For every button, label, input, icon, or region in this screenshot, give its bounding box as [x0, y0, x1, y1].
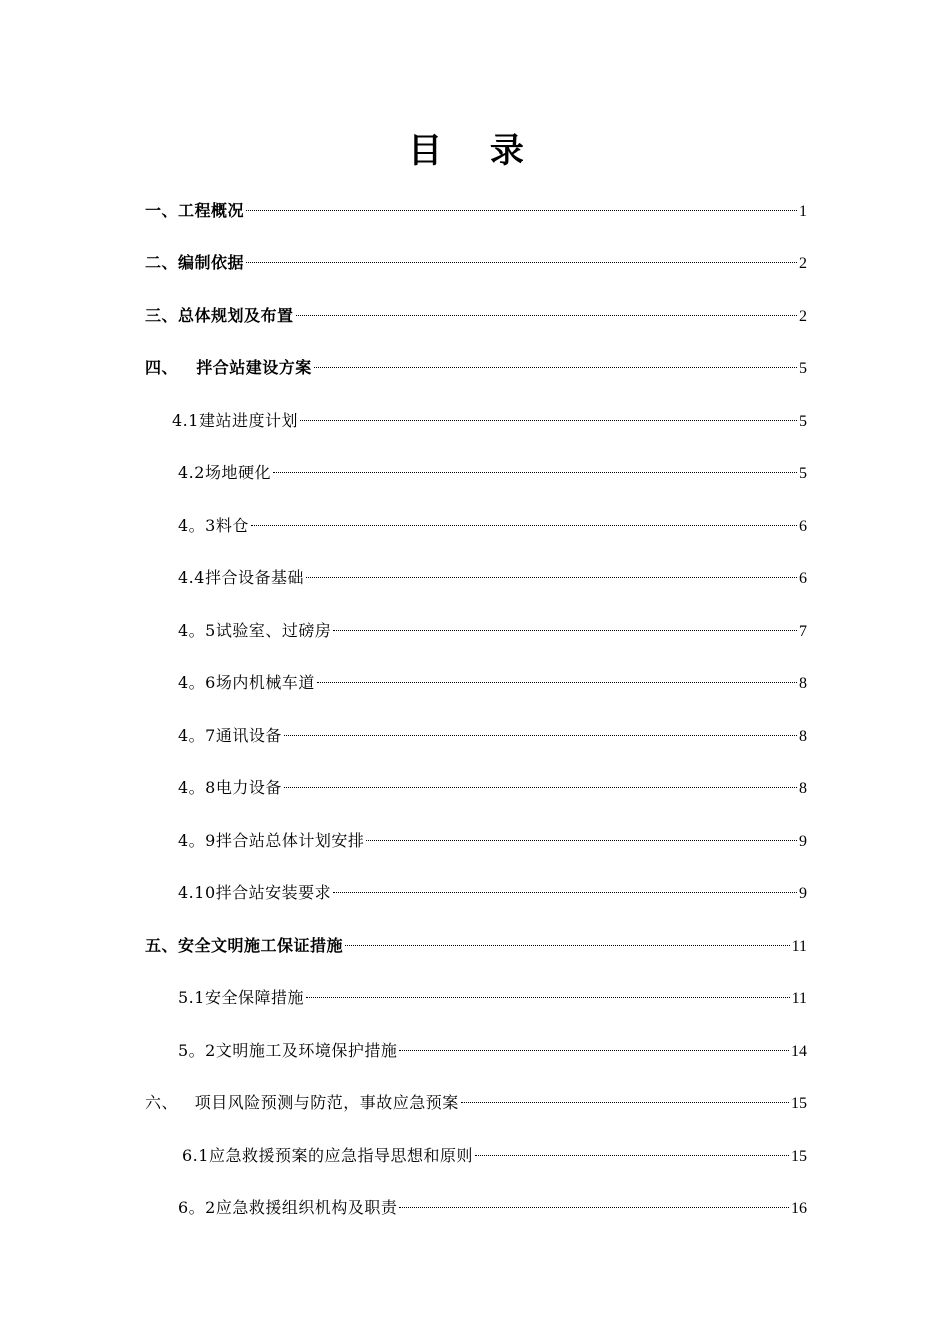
toc-entry-6[interactable] [145, 1088, 807, 1118]
toc-entry-label: 4。8电力设备 [178, 778, 282, 797]
page-title: 目 录 [408, 131, 542, 171]
toc-entry-label: 一、工程概况 [145, 201, 245, 220]
toc-entry-2[interactable] [145, 248, 807, 278]
toc-entry-4-6[interactable] [178, 668, 807, 698]
toc-entry-4-8[interactable] [178, 773, 807, 803]
dot-leader [246, 262, 797, 263]
dot-leader [300, 420, 797, 421]
toc-entry-4-10[interactable] [178, 878, 807, 908]
toc-page-number: 5 [799, 360, 807, 377]
dot-leader [246, 210, 797, 211]
toc-entry-label: 4.1建站进度计划 [172, 411, 298, 430]
dot-leader [475, 1155, 789, 1156]
toc-page-number: 8 [799, 675, 807, 692]
toc-entry-5-2[interactable] [178, 1036, 807, 1066]
toc-entry-label: 6。2应急救援组织机构及职责 [178, 1198, 398, 1217]
toc-page-number: 2 [799, 255, 807, 272]
toc-page-number: 2 [799, 308, 807, 325]
dot-leader [333, 892, 797, 893]
toc-page-number: 11 [791, 990, 807, 1007]
toc-entry-label: 4。9拌合站总体计划安排 [178, 831, 365, 850]
toc-entry-label: 6.1应急救援预案的应急指导思想和原则 [182, 1146, 473, 1165]
dot-leader [345, 945, 790, 946]
toc-entry-4-3[interactable] [178, 511, 807, 541]
toc-entry-label: 二、编制依据 [145, 253, 245, 272]
toc-entry-label: 4。7通讯设备 [178, 726, 282, 745]
dot-leader [284, 735, 797, 736]
toc-page-number: 15 [791, 1095, 807, 1112]
toc-entry-label: 4.4拌合设备基础 [178, 568, 304, 587]
toc-page-number: 9 [799, 833, 807, 850]
dot-leader [366, 840, 797, 841]
dot-leader [333, 630, 797, 631]
toc-page-number: 11 [791, 938, 807, 955]
dot-leader [296, 315, 797, 316]
toc-entry-label: 4。3料仓 [178, 516, 249, 535]
toc-page-number: 1 [799, 203, 807, 220]
dot-leader [317, 682, 797, 683]
toc-entry-label: 三、总体规划及布置 [145, 306, 294, 325]
dot-leader [273, 472, 797, 473]
toc-entry-4-4[interactable] [178, 563, 807, 593]
dot-leader [284, 787, 797, 788]
toc-page-number: 9 [799, 885, 807, 902]
dot-leader [306, 577, 797, 578]
toc-entry-label: 四、 拌合站建设方案 [145, 358, 312, 377]
dot-leader [399, 1207, 789, 1208]
toc-entry-label: 五、安全文明施工保证措施 [145, 936, 344, 955]
toc-entry-4-7[interactable] [178, 721, 807, 751]
toc-entry-6-2[interactable] [178, 1193, 807, 1223]
toc-entry-4-5[interactable] [178, 616, 807, 646]
toc-entry-1[interactable] [145, 196, 807, 226]
toc-entry-label: 4。6场内机械车道 [178, 673, 315, 692]
dot-leader [314, 367, 797, 368]
toc-page-number: 5 [799, 465, 807, 482]
dot-leader [251, 525, 797, 526]
toc-page-number: 15 [791, 1148, 807, 1165]
toc-page-number: 7 [799, 623, 807, 640]
dot-leader [399, 1050, 789, 1051]
toc-entry-label: 4.2场地硬化 [178, 463, 271, 482]
dot-leader [306, 997, 790, 998]
toc-entry-label: 4.10拌合站安装要求 [178, 883, 332, 902]
toc-entry-label: 4。5试验室、过磅房 [178, 621, 332, 640]
toc-page-number: 8 [799, 780, 807, 797]
toc-page-number: 16 [791, 1200, 807, 1217]
toc-entry-4[interactable] [145, 353, 807, 383]
toc-entry-4-1[interactable] [172, 406, 807, 436]
toc-entry-3[interactable] [145, 301, 807, 331]
toc-page-number: 8 [799, 728, 807, 745]
toc-entry-6-1[interactable] [182, 1141, 807, 1171]
toc-entry-label: 5。2文明施工及环境保护措施 [178, 1041, 398, 1060]
toc-page-number: 6 [799, 518, 807, 535]
dot-leader [461, 1102, 789, 1103]
toc-entry-4-9[interactable] [178, 826, 807, 856]
toc-entry-5[interactable] [145, 931, 807, 961]
toc-entry-label: 5.1安全保障措施 [178, 988, 304, 1007]
toc-page-number: 6 [799, 570, 807, 587]
toc-page-number: 14 [791, 1043, 807, 1060]
toc-entry-label: 六、 项目风险预测与防范，事故应急预案 [145, 1093, 459, 1112]
toc-entry-4-2[interactable] [178, 458, 807, 488]
toc-entry-5-1[interactable] [178, 983, 807, 1013]
toc-page-number: 5 [799, 413, 807, 430]
